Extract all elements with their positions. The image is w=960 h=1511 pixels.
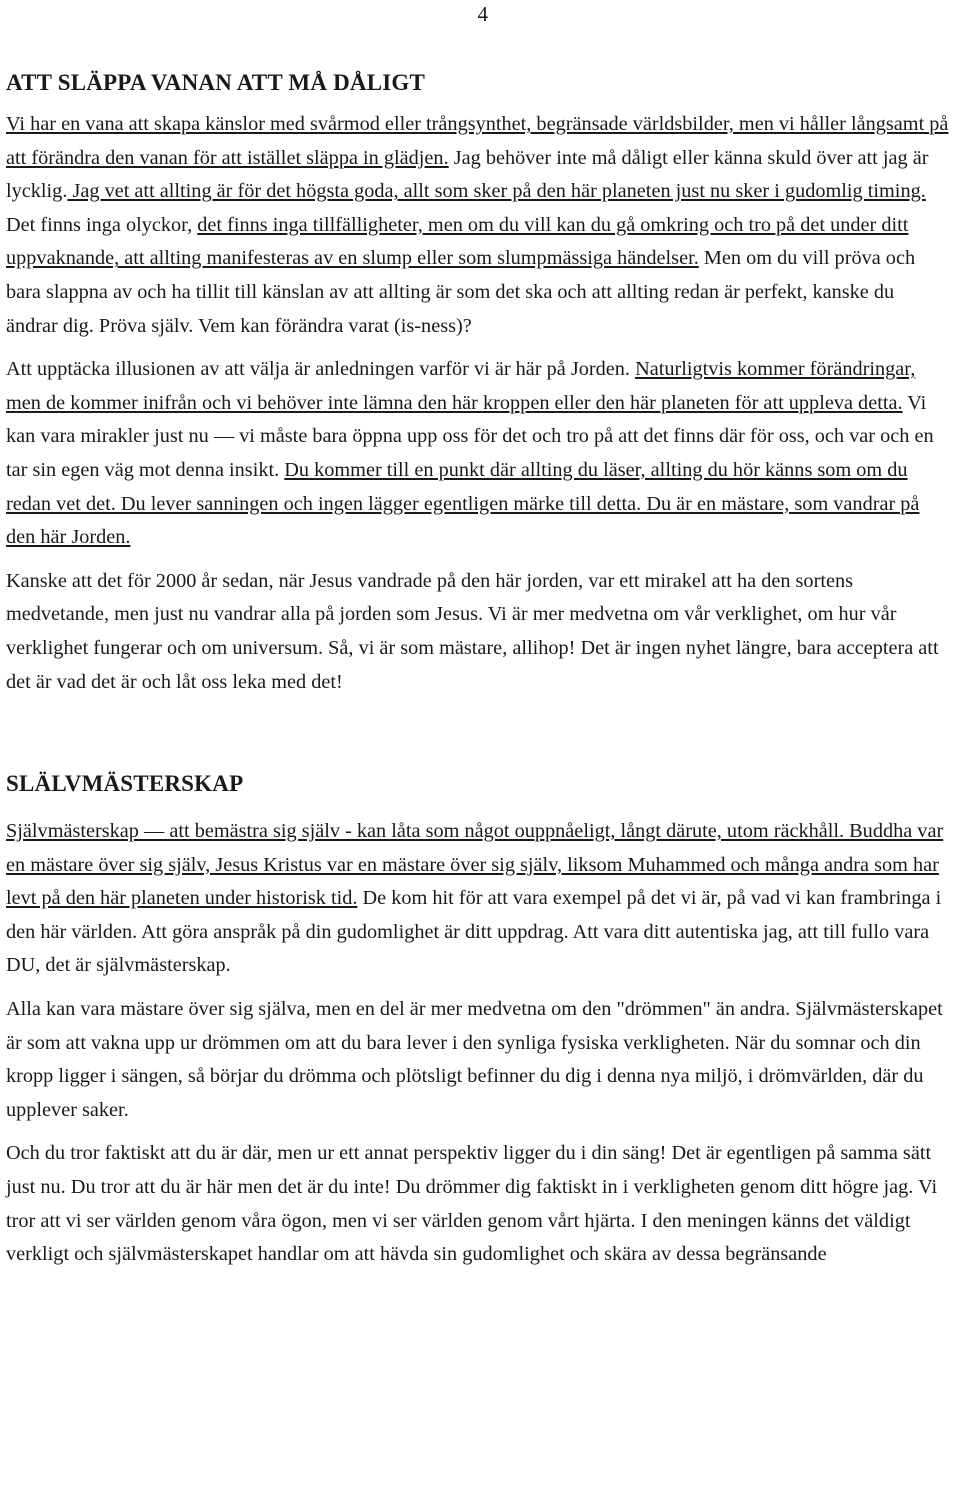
plain-text: De kom hit för att vara exempel på det vi är, på vad vi kan frambringa i den här världen. Att göra anspråk på din gudomlighet är ditt uppdrag. Att vara ditt autentiska jag, att till fullo vara DU, det är självmästerskap. [6,887,942,977]
paragraph-1 [6,108,950,343]
underlined-text: det finns inga tillfälligheter, men om du vill kan du gå omkring och tro på det under ditt uppvaknande, att allting manifesteras av en slump eller som slumpmässiga händelser. [6,213,909,270]
plain-text: Vi kan vara mirakler just nu — vi måste bara öppna upp oss för det och tro på att det finns där för oss, och var och en tar sin egen väg mot denna insikt. [6,391,934,481]
section-heading-sjalvmasterskap: SLÄLVMÄSTERSKAP [6,771,244,797]
document-body [6,70,950,1272]
page-number: 4 [477,2,488,26]
plain-text: Jag behöver inte må dåligt eller känna skuld över att jag är lycklig. [6,146,929,203]
underlined-text: Du kommer till en punkt där allting du läser, allting du hör känns som om du redan vet det. Du lever sanningen och ingen lägger egentligen märke till detta. Du är en mästare, som vandrar på den här Jorden. [6,458,920,549]
underlined-text: Naturligtvis kommer förändringar, men de kommer inifrån och vi behöver inte lämna den här kroppen eller den här planeten för att uppleva detta. [6,358,916,414]
plain-text: Det finns inga olyckor, [6,213,198,236]
underlined-text: Självmästerskap — att bemästra sig själv - kan låta som något ouppnåeligt, långt därute, utom räckhåll. Buddha var en mästare över sig själv, Jesus Kristus var en mästare över sig själv, liksom Muhammed och många andra som har levt på den här planeten under historisk tid. [6,820,944,910]
paragraph-2 [6,353,950,555]
underlined-text: Vi har en vana att skapa känslor med svårmod eller trångsynthet, begränsade världsbilder, men vi håller långsamt på att förändra den vanan för att istället släppa in glädjen. [6,113,949,169]
paragraph-4 [6,815,950,983]
plain-text: Att upptäcka illusionen av att välja är anledningen varför vi är här på Jorden. [6,358,636,381]
underlined-text: Jag vet att allting är för det högsta goda, allt som sker på den här planeten just nu sker i gudomlig timing. [67,180,926,203]
section-heading-vanan: ATT SLÄPPA VANAN ATT MÅ DÅLIGT [6,70,426,95]
plain-text: Men om du vill pröva och bara slappna av och ha tillit till känslan av att allting är som det ska och att allting redan är perfekt, kanske du ändrar dig. Pröva själv. Vem kan förändra varat (is-ness)? [6,247,916,337]
paragraph-6: Och du tror faktiskt att du är där, men ur ett annat perspektiv ligger du i din säng! Det är egentligen på samma sätt just nu. Du tror att du är här men det är du inte! Du drömmer dig faktiskt in i verkligheten genom ditt högre jag. Vi tror att vi ser världen genom våra ögon, men vi ser världen genom vårt hjärta. I den meningen känns det väldigt verkligt och självmästerskapet handlar om att hävda sin gudomlighet och skära av dessa begränsande [6,1142,938,1266]
paragraph-3: Kanske att det för 2000 år sedan, när Jesus vandrade på den här jorden, var ett mirakel att ha den sortens medvetande, men just nu vandrar alla på jorden som Jesus. Vi är mer medvetna om vår verklighet, om hur vår verklighet fungerar och om universum. Så, vi är som mästare, allihop! Det är ingen nyhet längre, bara acceptera att det är vad det är och låt oss leka med det! [6,569,939,693]
paragraph-5: Alla kan vara mästare över sig själva, men en del är mer medvetna om den "drömmen" än andra. Självmästerskapet är som att vakna upp ur drömmen om att du bara lever i den synliga fysiska verkligheten. När du somnar och din kropp ligger i sängen, så börjar du drömma och plötsligt befinner du dig i denna nya miljö, i drömvärlden, där du upplever saker. [6,998,943,1121]
